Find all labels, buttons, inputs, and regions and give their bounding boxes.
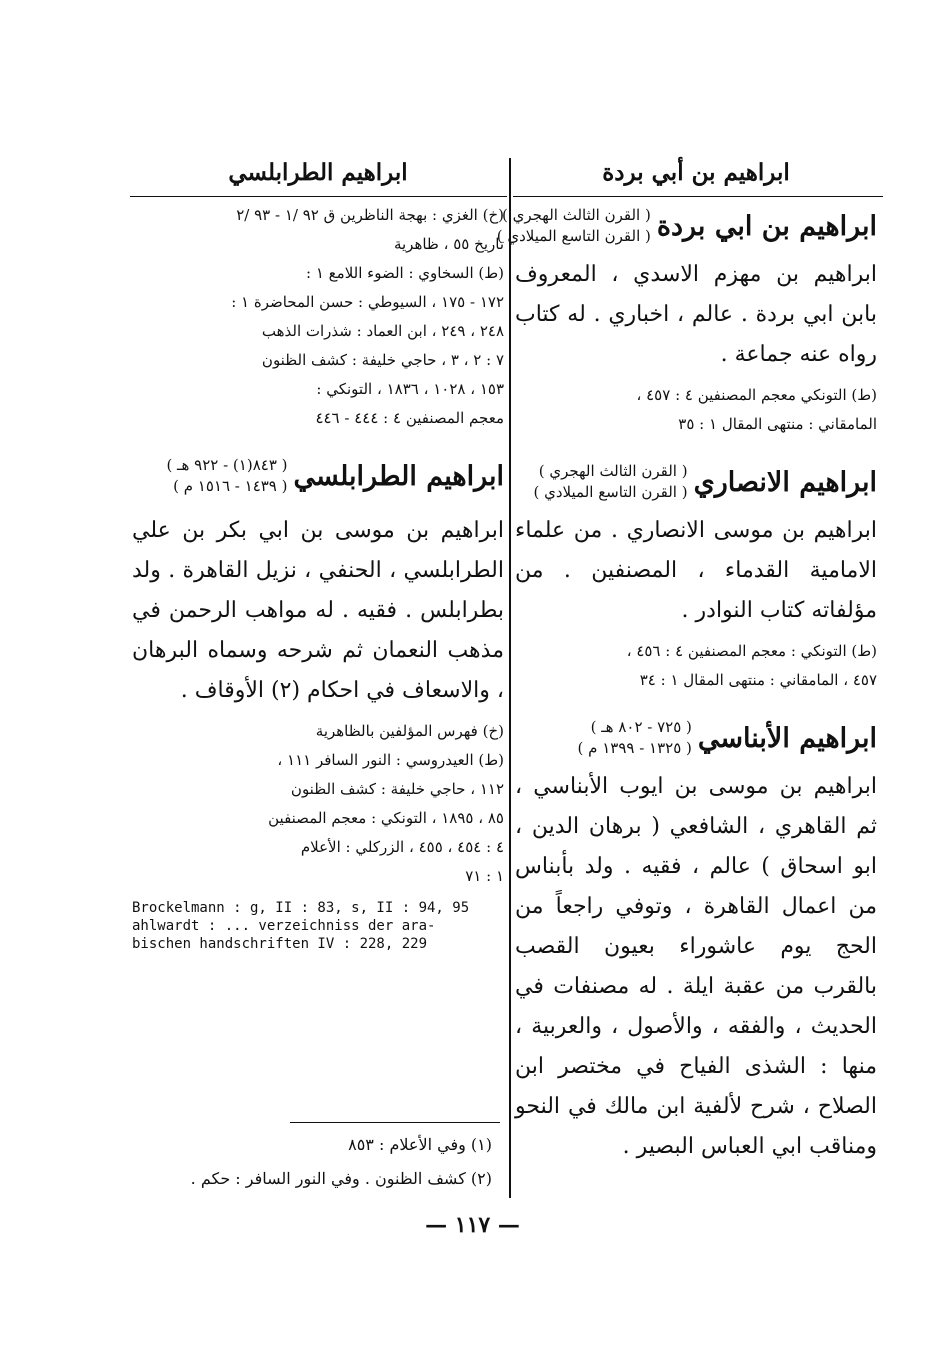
entry-al-tarabulusi xyxy=(132,455,504,953)
entry-name: ابراهيم الطرابلسي xyxy=(293,460,504,492)
gregorian-date: ( ١٣٢٥ - ١٣٩٩ م ) xyxy=(577,739,692,757)
reference-line: ٢٤٨ ، ٢٤٩ ، ابن العماد : شذرات الذهب xyxy=(261,322,504,340)
page-number: — ١١٧ — xyxy=(425,1212,520,1238)
entry-dates xyxy=(578,717,692,759)
entry-heading xyxy=(496,205,877,247)
reference-line: ١ : ٧١ xyxy=(465,867,504,885)
entry-body: ابراهيم بن مهزم الاسدي ، المعروف بابن ابي بردة . عالم ، اخباري . له كتاب رواه عنه جماعة . xyxy=(515,262,877,367)
footnote-rule xyxy=(290,1122,500,1123)
left-column xyxy=(132,155,504,953)
gregorian-date: ( القرن التاسع الميلادي ) xyxy=(533,483,688,501)
reference-line: (ط) العيدروسي : النور السافر ١١١ ، xyxy=(277,751,504,769)
entry-dates xyxy=(166,455,287,497)
latin-references: Brockelmann : g, II : 83, s, II : 94, 95 ahlwardt : ... verzeichniss der ara- bischen handschriften IV : 228, 229 xyxy=(132,900,470,952)
entry-heading xyxy=(515,461,877,503)
gregorian-date: ( القرن التاسع الميلادي ) xyxy=(496,227,651,245)
reference-line: (خ) فهرس المؤلفين بالظاهرية xyxy=(315,722,504,740)
reference-line: ٧ : ٢ ، ٣ ، حاجي خليفة : كشف الظنون xyxy=(261,351,504,369)
entry-body: ابراهيم بن موسى بن ايوب الأبناسي ، ثم القاهري ، الشافعي ( برهان الدين ، ابو اسحاق ) عالم ، فقيه . ولد بأبناس من اعمال القاهرة ، وتوفي راجعاً من الحج يوم عاشوراء بعيون القصب بالقرب من عقبة ايلة . له مصنفات في الحديث ، والفقه ، والأصول ، والعربية ، منها : الشذى الفياح في مختصر ابن الصلاح ، شرح لألفية ابن مالك في النحو ومناقب ابي العباس البصير . xyxy=(515,774,877,1159)
right-column xyxy=(496,155,877,1167)
hijri-date: ( ٨٤٣(١) - ٩٢٢ هـ ) xyxy=(166,456,288,474)
entry-name: ابراهيم الأبناسي xyxy=(697,722,877,754)
hijri-date: ( القرن الثالث الهجري ) xyxy=(501,206,651,224)
entry-references xyxy=(515,381,877,439)
footnote: (٢) كشف الظنون . وفي النور السافر : حكم . xyxy=(190,1169,492,1188)
gregorian-date: ( ١٤٣٩ - ١٥١٦ م ) xyxy=(173,477,288,495)
reference-line: تاريخ ٥٥ ، ظاهرية xyxy=(393,235,504,253)
entry-references xyxy=(515,637,877,695)
reference-line: (ط) التونكي : معجم المصنفين ٤ : ٤٥٦ ، xyxy=(626,642,877,660)
entry-heading xyxy=(515,717,877,759)
reference-line: المامقاني : منتهى المقال ١ : ٣٥ xyxy=(678,415,877,433)
entry-body: ابراهيم بن موسى الانصاري . من علماء الامامية القدماء ، المصنفين . من مؤلفاته كتاب النوادر . xyxy=(515,518,877,623)
column-divider xyxy=(509,158,511,1198)
footnotes xyxy=(132,1128,492,1196)
footnote: (١) وفي الأعلام : ٨٥٣ xyxy=(348,1135,492,1154)
reference-line: (ط) التونكي معجم المصنفين ٤ : ٤٥٧ ، xyxy=(636,386,877,404)
entry-name: ابراهيم بن ابي بردة xyxy=(656,210,877,242)
right-column-header: ابراهيم بن أبي بردة xyxy=(602,159,790,186)
entry-dates xyxy=(534,461,688,503)
reference-line: ١٧٢ - ١٧٥ ، السيوطي : حسن المحاضرة ١ : xyxy=(231,293,504,311)
reference-line: ٨٥ ، ١٨٩٥ ، التونكي : معجم المصنفين xyxy=(268,809,504,827)
entry-heading xyxy=(132,455,504,497)
entry-ibn-abi-burda xyxy=(496,205,877,439)
hijri-date: ( ٧٢٥ - ٨٠٢ هـ ) xyxy=(590,718,692,736)
previous-entry-references xyxy=(132,201,504,433)
reference-line: معجم المصنفين ٤ : ٤٤٤ - ٤٤٦ xyxy=(315,409,504,427)
reference-line: (ط) السخاوي : الضوء اللامع ١ : xyxy=(306,264,504,282)
reference-line: ٤٥٧ ، المامقاني : منتهى المقال ١ : ٣٤ xyxy=(639,671,877,689)
entry-dates xyxy=(497,205,651,247)
entry-references xyxy=(132,717,504,891)
entry-body: ابراهيم بن موسى بن ابي بكر بن علي الطرابلسي ، الحنفي ، نزيل القاهرة . ولد بطرابلس . فقيه . له مواهب الرحمن في مذهب النعمان ثم شرحه وسماه البرهان ، والاسعاف في احكام (٢) الأوقاف . xyxy=(132,518,504,703)
left-column-header: ابراهيم الطرابلسي xyxy=(228,159,408,186)
entry-al-abnasi xyxy=(515,717,877,1167)
reference-line: ١٥٣ ، ١٠٢٨ ، ١٨٣٦ ، التونكي : xyxy=(316,380,504,398)
hijri-date: ( القرن الثالث الهجري ) xyxy=(538,462,688,480)
reference-line: ١١٢ ، حاجي خليفة : كشف الظنون xyxy=(290,780,504,798)
entry-al-ansari xyxy=(515,461,877,695)
reference-line: ٤ : ٤٥٤ ، ٤٥٥ ، الزركلي : الأعلام xyxy=(300,838,504,856)
entry-name: ابراهيم الانصاري xyxy=(693,466,877,498)
reference-line: (خ) الغزي : بهجة الناظرين ق ٩٢ /١ - ٩٣ /٢ xyxy=(236,206,504,224)
